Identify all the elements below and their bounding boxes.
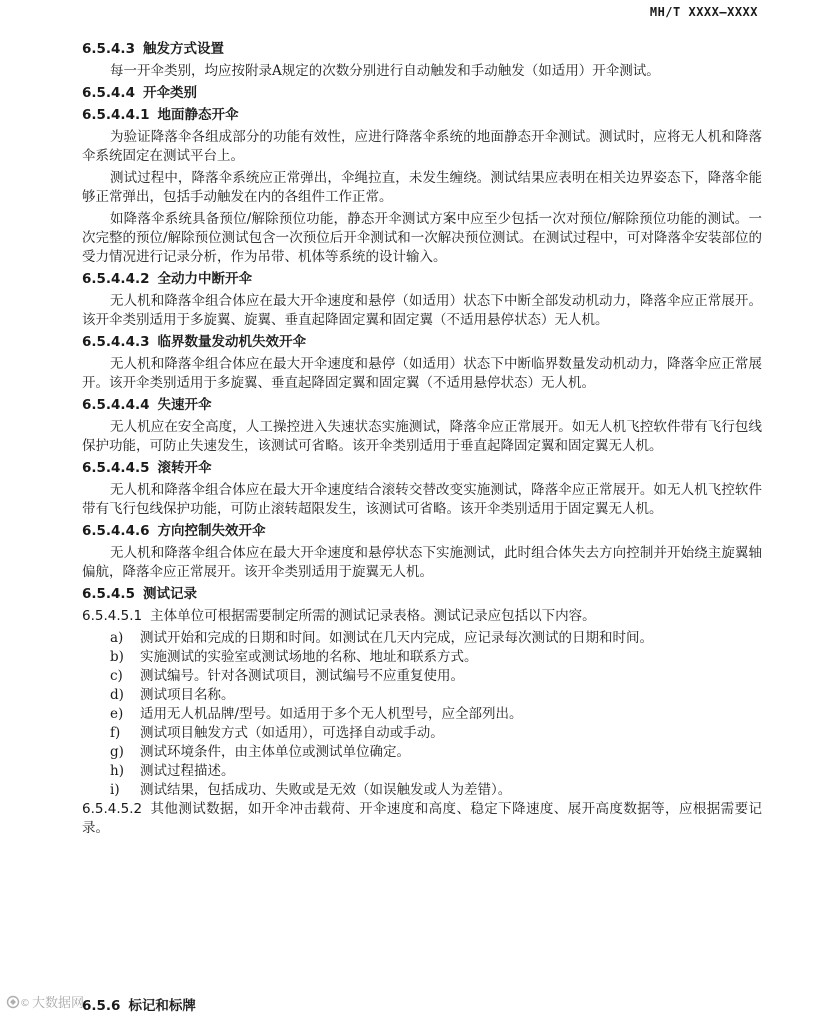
section-heading-6545 bbox=[82, 585, 762, 604]
section-heading-65443 bbox=[82, 333, 762, 352]
paragraph: 无人机和降落伞组合体应在最大开伞速度和悬停（如适用）状态下中断临界数量发动机动力，降落伞应正常展开。该开伞类别适用于多旋翼、垂直起降固定翼和固定翼（不适用悬停状态）无人机。 bbox=[82, 356, 762, 391]
list-item bbox=[110, 743, 762, 762]
clause-65451 bbox=[82, 607, 762, 626]
watermark-text: 大数据网 bbox=[32, 996, 85, 1011]
list-item bbox=[110, 705, 762, 724]
section-heading-65444 bbox=[82, 396, 762, 415]
section-title: 标记和标牌 bbox=[128, 998, 196, 1014]
list-item bbox=[110, 648, 762, 667]
section-number: 6.5.4.4.5 bbox=[82, 460, 150, 476]
section-title: 失速开伞 bbox=[157, 397, 212, 413]
section-number: 6.5.4.4.6 bbox=[82, 523, 150, 539]
list-text: 测试项目触发方式（如适用），可选择自动或手动。 bbox=[140, 725, 444, 741]
section-heading-65445 bbox=[82, 459, 762, 478]
section-number: 6.5.6 bbox=[82, 998, 121, 1014]
document-body bbox=[82, 37, 762, 841]
section-number: 6.5.4.4.1 bbox=[82, 107, 150, 123]
watermark-logo-icon bbox=[6, 995, 28, 1009]
list-text: 测试项目名称。 bbox=[140, 687, 235, 703]
clause-65452 bbox=[82, 800, 762, 838]
clause-text: 其他测试数据，如开伞冲击载荷、开伞速度和高度、稳定下降速度、展开高度数据等，应根据需要记录。 bbox=[82, 801, 762, 836]
list-text: 适用无人机品牌/型号。如适用于多个无人机型号，应全部列出。 bbox=[140, 706, 523, 722]
list-marker: d) bbox=[110, 687, 124, 703]
section-heading-6543 bbox=[82, 40, 762, 59]
paragraph: 无人机应在安全高度，人工操控进入失速状态实施测试，降落伞应正常展开。如无人机飞控软件带有飞行包线保护功能，可防止失速发生，该测试可省略。该开伞类别适用于垂直起降固定翼和固定翼无人机。 bbox=[82, 419, 762, 454]
clause-number: 6.5.4.5.1 bbox=[82, 608, 143, 624]
section-title: 触发方式设置 bbox=[142, 41, 224, 57]
section-title: 测试记录 bbox=[142, 586, 197, 602]
list-text: 测试编号。针对各测试项目，测试编号不应重复使用。 bbox=[140, 668, 464, 684]
paragraph: 每一开伞类别，均应按附录A规定的次数分别进行自动触发和手动触发（如适用）开伞测试。 bbox=[110, 63, 660, 79]
record-items-list bbox=[110, 629, 762, 800]
list-text: 测试开始和完成的日期和时间。如测试在几天内完成，应记录每次测试的日期和时间。 bbox=[140, 630, 653, 646]
clause-text: 主体单位可根据需要制定所需的测试记录表格。测试记录应包括以下内容。 bbox=[150, 608, 596, 624]
watermark bbox=[6, 992, 84, 1011]
list-marker: i) bbox=[110, 782, 120, 798]
paragraph: 无人机和降落伞组合体应在最大开伞速度结合滚转交替改变实施测试，降落伞应正常展开。如无人机飞控软件带有飞行包线保护功能，可防止滚转超限发生，该测试可省略。该开伞类别适用于固定翼无人机。 bbox=[82, 482, 762, 517]
list-marker: a) bbox=[110, 630, 124, 646]
paragraph: 测试过程中，降落伞系统应正常弹出，伞绳拉直，未发生缠绕。测试结果应表明在相关边界姿态下，降落伞能够正常弹出，包括手动触发在内的各组件工作正常。 bbox=[82, 170, 762, 205]
svg-text:©: © bbox=[20, 997, 30, 1009]
list-item bbox=[110, 667, 762, 686]
list-item bbox=[110, 781, 762, 800]
section-number: 6.5.4.5 bbox=[82, 586, 135, 602]
section-number: 6.5.4.4.3 bbox=[82, 334, 150, 350]
list-marker: b) bbox=[110, 649, 124, 665]
list-item bbox=[110, 629, 762, 648]
section-title: 全动力中断开伞 bbox=[157, 271, 252, 287]
list-text: 实施测试的实验室或测试场地的名称、地址和联系方式。 bbox=[140, 649, 478, 665]
section-title: 开伞类别 bbox=[142, 85, 197, 101]
section-title: 临界数量发动机失效开伞 bbox=[157, 334, 306, 350]
list-item bbox=[110, 686, 762, 705]
section-heading-6544 bbox=[82, 84, 762, 103]
list-marker: e) bbox=[110, 706, 124, 722]
list-item bbox=[110, 762, 762, 781]
section-heading-656 bbox=[82, 997, 196, 1016]
section-heading-65441 bbox=[82, 106, 762, 125]
paragraph: 无人机和降落伞组合体应在最大开伞速度和悬停（如适用）状态下中断全部发动机动力，降落伞应正常展开。该开伞类别适用于多旋翼、旋翼、垂直起降固定翼和固定翼（不适用悬停状态）无人机。 bbox=[82, 293, 762, 328]
section-heading-65446 bbox=[82, 522, 762, 541]
list-text: 测试环境条件，由主体单位或测试单位确定。 bbox=[140, 744, 410, 760]
section-number: 6.5.4.4 bbox=[82, 85, 135, 101]
clause-number: 6.5.4.5.2 bbox=[82, 801, 143, 817]
section-number: 6.5.4.4.4 bbox=[82, 397, 150, 413]
paragraph: 无人机和降落伞组合体应在最大开伞速度和悬停状态下实施测试，此时组合体失去方向控制并开始绕主旋翼轴偏航，降落伞应正常展开。该开伞类别适用于旋翼无人机。 bbox=[82, 545, 762, 580]
list-marker: f) bbox=[110, 725, 121, 741]
section-number: 6.5.4.3 bbox=[82, 41, 135, 57]
list-item bbox=[110, 724, 762, 743]
list-text: 测试过程描述。 bbox=[140, 763, 235, 779]
list-marker: c) bbox=[110, 668, 123, 684]
paragraph: 为验证降落伞各组成部分的功能有效性，应进行降落伞系统的地面静态开伞测试。测试时，应将无人机和降落伞系统固定在测试平台上。 bbox=[82, 129, 762, 164]
section-heading-65442 bbox=[82, 270, 762, 289]
list-text: 测试结果，包括成功、失败或是无效（如误触发或人为差错）。 bbox=[140, 782, 512, 798]
section-title: 地面静态开伞 bbox=[157, 107, 239, 123]
list-marker: g) bbox=[110, 744, 124, 760]
section-title: 方向控制失效开伞 bbox=[157, 523, 266, 539]
document-code: MH/T XXXX—XXXX bbox=[649, 5, 758, 19]
list-marker: h) bbox=[110, 763, 124, 779]
section-number: 6.5.4.4.2 bbox=[82, 271, 150, 287]
section-title: 滚转开伞 bbox=[157, 460, 212, 476]
paragraph: 如降落伞系统具备预位/解除预位功能，静态开伞测试方案中应至少包括一次对预位/解除预位功能的测试。一次完整的预位/解除预位测试包含一次预位后开伞测试和一次解决预位测试。在测试过程中，可对降落伞安装部位的受力情况进行记录分析，作为吊带、机体等系统的设计输入。 bbox=[82, 211, 762, 265]
